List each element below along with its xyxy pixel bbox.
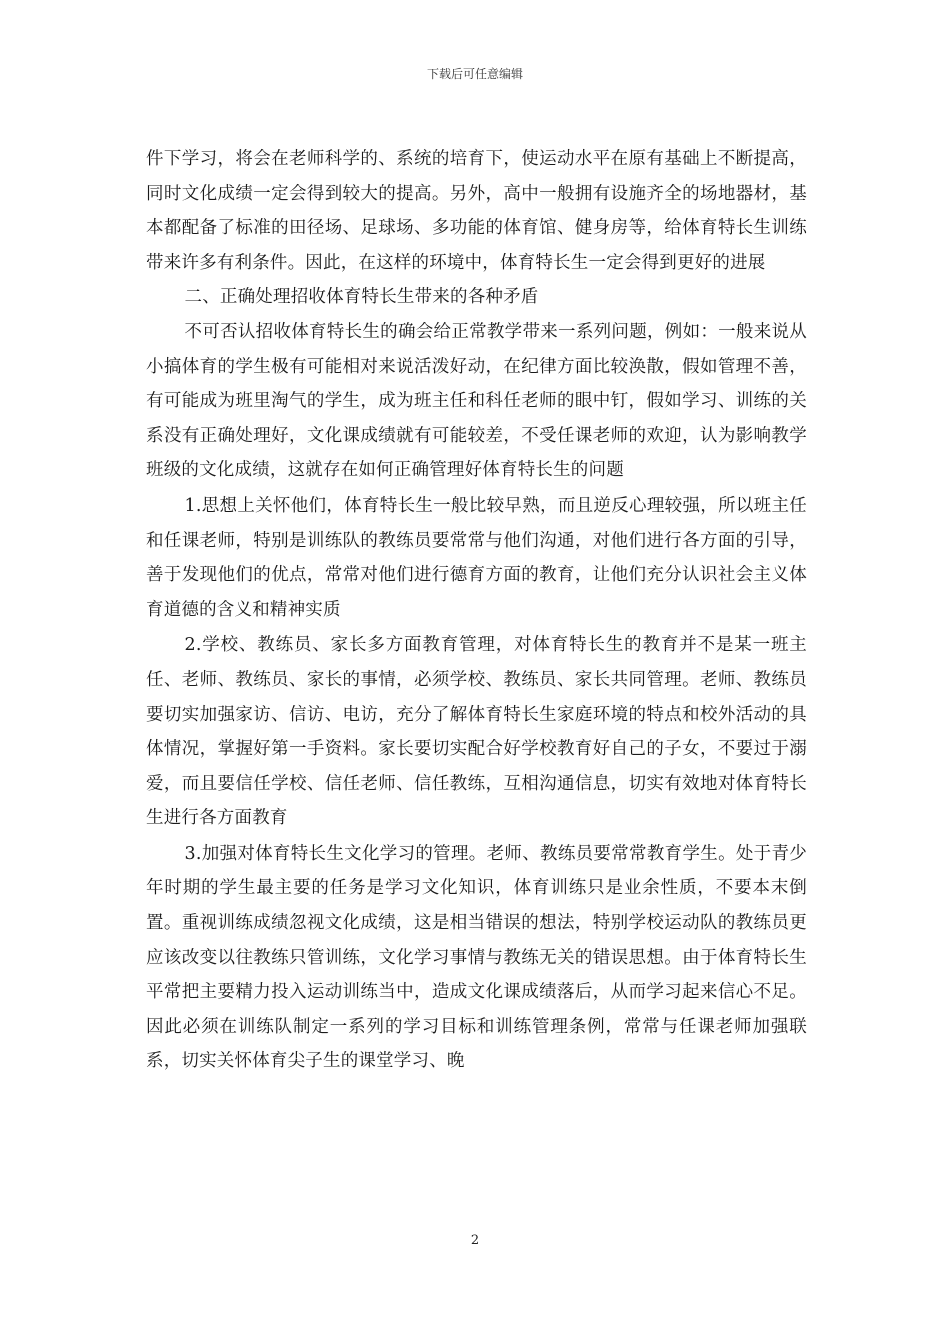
- page-number: 2: [470, 1233, 480, 1248]
- paragraph-item-1: 1.思想上关怀他们，体育特长生一般比较早熟，而且逆反心理较强，所以班主任和任课老师，特别是训练队的教练员要常常与他们沟通，对他们进行各方面的引导，善于发现他们的优点，常常对他们进行德育方面的教育，让他们充分认识社会主义体育道德的含义和精神实质: [146, 495, 807, 620]
- page-header: 下载后可任意编辑: [426, 67, 523, 81]
- section-heading: 二、正确处理招收体育特长生带来的各种矛盾: [184, 287, 539, 308]
- paragraph-intro: 不可否认招收体育特长生的确会给正常教学带来一系列问题，例如：一般来说从小搞体育的学生极有可能相对来说活泼好动，在纪律方面比较涣散，假如管理不善，有可能成为班里淘气的学生，成为班主任和科任老师的眼中钉，假如学习、训练的关系没有正确处理好，文化课成绩就有可能较差，不受任课老师的欢迎，认为影响教学班级的文化成绩，这就存在如何正确管理好体育特长生的问题: [146, 321, 807, 481]
- paragraph-item-3: 3.加强对体育特长生文化学习的管理。老师、教练员要常常教育学生。处于青少年时期的学生最主要的任务是学习文化知识，体育训练只是业余性质，不要本末倒置。重视训练成绩忽视文化成绩，这是相当错误的想法，特别学校运动队的教练员更应该改变以往教练只管训练，文化学习事情与教练无关的错误思想。由于体育特长生平常把主要精力投入运动训练当中，造成文化课成绩落后，从而学习起来信心不足。因此必须在训练队制定一系列的学习目标和训练管理条例，常常与任课老师加强联系，切实关怀体育尖子生的课堂学习、晚: [146, 843, 807, 1072]
- paragraph-continuation: 件下学习，将会在老师科学的、系统的培育下，使运动水平在原有基础上不断提高，同时文化成绩一定会得到较大的提高。另外，高中一般拥有设施齐全的场地器材，基本都配备了标准的田径场、足球场、多功能的体育馆、健身房等，给体育特长生训练带来许多有利条件。因此，在这样的环境中，体育特长生一定会得到更好的进展: [146, 149, 807, 273]
- document-body: [146, 142, 807, 1079]
- paragraph-item-2: 2.学校、教练员、家长多方面教育管理，对体育特长生的教育并不是某一班主任、老师、教练员、家长的事情，必须学校、教练员、家长共同管理。老师、教练员要切实加强家访、信访、电访，充分了解体育特长生家庭环境的特点和校外活动的具体情况，掌握好第一手资料。家长要切实配合好学校教育好自己的子女，不要过于溺爱，而且要信任学校、信任老师、信任教练，互相沟通信息，切实有效地对体育特长生进行各方面教育: [146, 635, 807, 829]
